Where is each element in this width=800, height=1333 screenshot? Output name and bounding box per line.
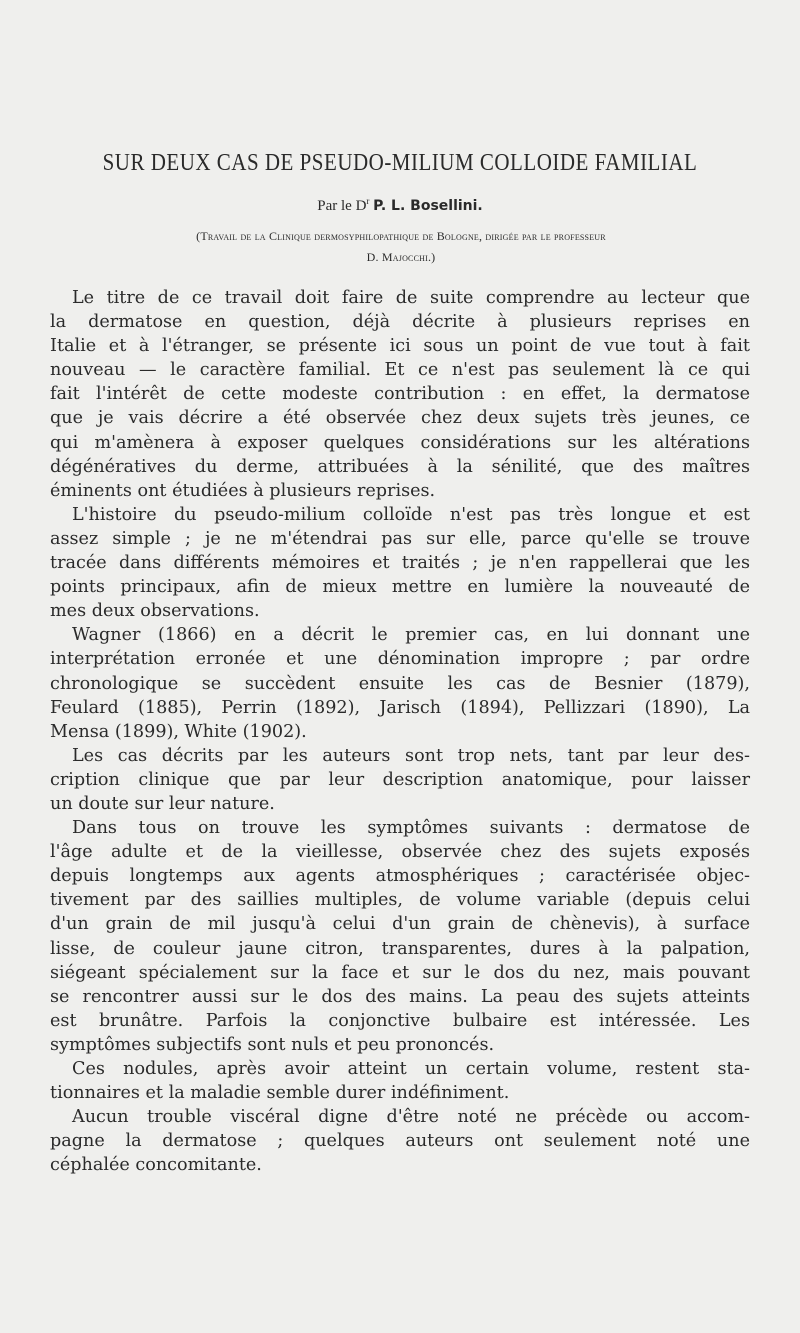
text-line: chronologique se succèdent ensuite les cas de Besnier (1879), (50, 673, 750, 694)
text-line: siégeant spécialement sur la face et sur le dos du nez, mais pouvant (50, 962, 750, 983)
text-line: tionnaires et la maladie semble durer indéfiniment. (50, 1083, 510, 1104)
paragraph (50, 744, 750, 816)
text-line: cription clinique que par leur description anatomique, pour laisser (50, 769, 750, 790)
text-line: Feulard (1885), Perrin (1892), Jarisch (1894), Pellizzari (1890), La (50, 697, 750, 718)
text-line: dégénératives du derme, attribuées à la sénilité, que des maîtres (50, 456, 750, 477)
text-line: nouveau — le caractère familial. Et ce n'est pas seulement là ce qui (50, 360, 750, 381)
paragraph (50, 286, 750, 503)
text-line: Le titre de ce travail doit faire de suite comprendre au lecteur que (72, 288, 750, 308)
paragraph (50, 623, 750, 743)
text-line: tivement par des saillies multiples, de volume variable (depuis celui (50, 890, 750, 911)
author-name: P. L. Bosellini. (373, 198, 483, 214)
affiliation-line-2: D. Majocchi.) (366, 250, 436, 264)
text-line: qui m'amènera à exposer quelques considérations sur les altérations (50, 432, 750, 453)
text-line: Ces nodules, après avoir atteint un certain volume, restent sta- (72, 1059, 750, 1079)
text-line: pagne la dermatose ; quelques auteurs ont seulement noté une (50, 1131, 750, 1152)
text-line: l'âge adulte et de la vieillesse, observée chez des sujets exposés (50, 842, 750, 863)
text-line: Italie et à l'étranger, se présente ici sous un point de vue tout à fait (50, 336, 750, 357)
text-line: d'un grain de mil jusqu'à celui d'un grain de chènevis), à surface (50, 914, 750, 935)
paragraph (50, 816, 750, 1057)
text-line: assez simple ; je ne m'étendrai pas sur elle, parce qu'elle se trouve (50, 528, 750, 549)
byline-sup: r (366, 196, 370, 206)
text-line: Dans tous on trouve les symptômes suivants : dermatose de (72, 818, 750, 839)
text-line: céphalée concomitante. (50, 1155, 262, 1176)
text-line: Mensa (1899), White (1902). (50, 721, 307, 742)
text-line: mes deux observations. (50, 601, 260, 622)
text-line: la dermatose en question, déjà décrite à plusieurs reprises en (50, 312, 750, 333)
text-line: tracée dans différents mémoires et traités ; je n'en rappellerai que les (50, 553, 750, 574)
text-line: Aucun trouble viscéral digne d'être noté ne précède ou accom- (72, 1107, 750, 1128)
text-line: est brunâtre. Parfois la conjonctive bulbaire est intéressée. Les (50, 1010, 750, 1031)
paragraph (50, 503, 750, 623)
paragraph (50, 1057, 750, 1105)
text-line: L'histoire du pseudo-milium colloïde n'est pas très longue et est (72, 504, 750, 525)
article-body (50, 286, 750, 1177)
text-line: depuis longtemps aux agents atmosphériques ; caractérisée objec- (50, 866, 750, 887)
byline (0, 196, 800, 215)
text-line: se rencontrer aussi sur le dos des mains. La peau des sujets atteints (50, 986, 750, 1007)
article-title: SUR DEUX CAS DE PSEUDO-MILIUM COLLOIDE FAMILIAL (102, 148, 698, 176)
text-line: que je vais décrire a été observée chez deux sujets très jeunes, ce (50, 408, 750, 429)
byline-prefix: Par le D (317, 198, 367, 214)
affiliation (40, 226, 762, 268)
text-line: Wagner (1866) en a décrit le premier cas, en lui donnant une (72, 625, 750, 646)
text-line: points principaux, afin de mieux mettre en lumière la nouveauté de (50, 577, 750, 598)
text-line: éminents ont étudiées à plusieurs reprises. (50, 480, 436, 501)
text-line: interprétation erronée et une dénomination impropre ; par ordre (50, 649, 750, 670)
text-line: Les cas décrits par les auteurs sont trop nets, tant par leur des- (72, 745, 750, 766)
text-line: lisse, de couleur jaune citron, transparentes, dures à la palpation, (50, 938, 750, 959)
text-line: un doute sur leur nature. (50, 793, 275, 814)
text-line: fait l'intérêt de cette modeste contribution : en effet, la dermatose (50, 384, 750, 405)
text-line: symptômes subjectifs sont nuls et peu prononcés. (50, 1034, 495, 1055)
paragraph (50, 1105, 750, 1177)
affiliation-line-1: (Travail de la Clinique dermosyphilopathique de Bologne, dirigée par le professeur (196, 229, 606, 243)
